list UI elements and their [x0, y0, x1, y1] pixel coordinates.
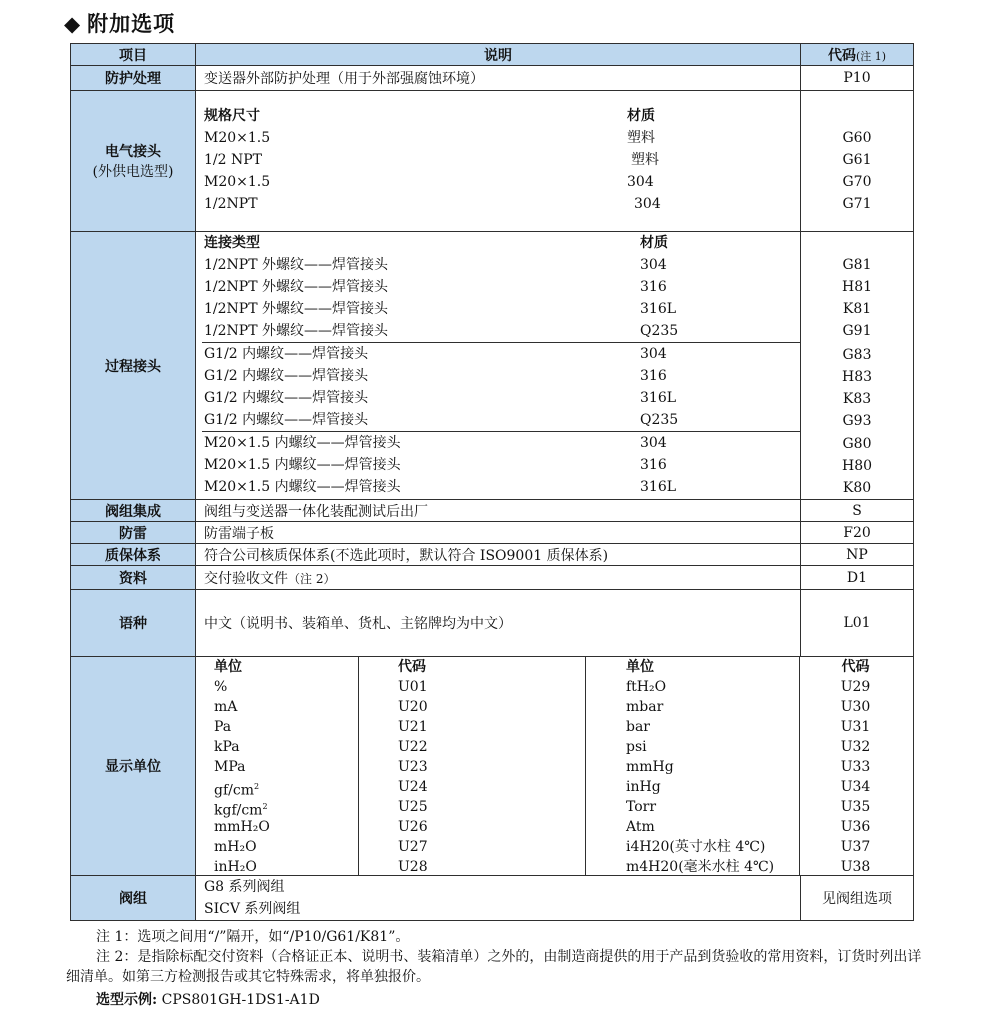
process-material: 316: [640, 279, 667, 295]
units-left-code-col: [398, 657, 428, 875]
process-row: [204, 454, 800, 476]
docs-desc-note: （注 2）: [288, 571, 336, 586]
selection-example: [96, 989, 320, 1009]
process-type: M20×1.5 内螺纹——焊管接头: [204, 435, 401, 451]
unit-value: mA: [214, 699, 238, 715]
protection-desc: 变送器外部防护处理（用于外部强腐蚀环境）: [204, 71, 484, 87]
header-code-note: (注 1): [855, 49, 887, 63]
unit-code: U38: [840, 859, 871, 875]
process-type: 1/2NPT 外螺纹——焊管接头: [204, 301, 388, 317]
example-label: 选型示例:: [96, 992, 158, 1008]
unit-code: U27: [398, 839, 428, 855]
process-code: G80: [842, 436, 872, 452]
lightning-desc: 防雷端子板: [204, 525, 274, 542]
process-type: 1/2NPT 外螺纹——焊管接头: [204, 323, 388, 339]
valve-line: G8 系列阀组: [204, 879, 285, 895]
row-lightning: [71, 522, 914, 544]
electrical-row: [204, 127, 800, 149]
code-header: 代码: [398, 659, 426, 675]
process-code: H81: [841, 279, 873, 295]
process-code: K83: [842, 390, 872, 407]
process-code: K80: [842, 480, 872, 496]
unit-divider: [358, 656, 359, 876]
unit-value: inH₂O: [214, 859, 257, 875]
process-material: 304: [640, 435, 667, 451]
process-code: H80: [841, 458, 873, 474]
quality-code: NP: [846, 546, 868, 563]
process-type: 1/2NPT 外螺纹——焊管接头: [204, 279, 388, 295]
unit-code: U25: [398, 799, 428, 815]
electrical-material: 304: [627, 174, 654, 190]
note-1: 注 1：选项之间用“/”隔开，如“/P10/G61/K81”。: [96, 929, 410, 945]
unit-value: %: [214, 679, 228, 695]
code-header: 代码: [841, 659, 870, 675]
units-label: 显示单位: [105, 759, 161, 775]
units-right-col: [626, 657, 774, 875]
note-2: 注 2：是指除标配交付资料（合格证正本、说明书、装箱清单）之外的，由制造商提供的用于产品到货验收的常用资料，订货时列出详细清单。如第三方检测报告或其它特殊需求，将单独报价。: [66, 949, 922, 985]
process-code: G91: [842, 323, 872, 339]
electrical-code: G61: [842, 152, 872, 168]
process-col2-header: 材质: [640, 235, 668, 251]
process-material: 304: [640, 257, 667, 273]
electrical-code: G71: [842, 196, 872, 212]
process-material: 316: [640, 368, 667, 384]
title-text: 附加选项: [87, 12, 176, 36]
process-code: G81: [842, 257, 872, 273]
row-units: [71, 657, 914, 876]
process-material: 316L: [640, 301, 677, 317]
docs-code: D1: [846, 569, 868, 586]
process-code: K81: [842, 301, 872, 317]
electrical-row: [204, 193, 800, 215]
units-right-code-col: [799, 657, 912, 875]
process-material: 304: [640, 346, 667, 362]
row-process: [71, 232, 914, 500]
quality-label: 质保体系: [105, 547, 161, 564]
unit-code: U37: [840, 839, 871, 855]
valve-integration-label: 阀组集成: [105, 503, 161, 520]
unit-code: U26: [398, 819, 428, 835]
unit-value: inHg: [626, 779, 661, 795]
unit-value: m4H20(毫米水柱 4℃): [626, 859, 775, 875]
row-language: [71, 590, 914, 657]
quality-desc: 符合公司核质保体系(不选此项时，默认符合 ISO9001 质保体系): [204, 547, 609, 564]
unit-header: 单位: [214, 659, 242, 675]
units-left-col: [214, 657, 270, 875]
row-electrical: [71, 91, 914, 232]
language-desc: 中文（说明书、装箱单、货札、主铭牌均为中文）: [204, 616, 512, 632]
process-material: Q235: [640, 323, 679, 339]
process-row: [204, 320, 800, 342]
row-quality: [71, 544, 914, 566]
row-protection: [71, 66, 914, 91]
unit-code: U29: [840, 679, 871, 695]
process-type: G1/2 内螺纹——焊管接头: [204, 346, 369, 362]
process-row: [204, 387, 800, 409]
process-row: [204, 476, 800, 498]
valve-code: 见阀组选项: [822, 891, 892, 907]
unit-code: U31: [840, 719, 871, 735]
header-row: [71, 44, 914, 66]
electrical-sublabel: (外供电选型): [92, 164, 174, 180]
unit-code: U34: [840, 779, 871, 795]
unit-code: U32: [840, 739, 871, 755]
row-docs: [71, 566, 914, 590]
process-type: G1/2 内螺纹——焊管接头: [204, 390, 369, 406]
example-value: CPS801GH-1DS1-A1D: [161, 992, 320, 1008]
header-item: 项目: [119, 47, 147, 64]
process-code: G93: [842, 412, 872, 429]
process-type: M20×1.5 内螺纹——焊管接头: [204, 457, 401, 473]
unit-value: i4H20(英寸水柱 4℃): [626, 839, 766, 855]
unit-value: psi: [626, 739, 647, 755]
row-valve: [71, 876, 914, 921]
valve-label: 阀组: [119, 891, 147, 907]
header-desc: 说明: [484, 47, 512, 64]
electrical-label: 电气接头: [105, 144, 161, 160]
unit-code: U35: [840, 799, 871, 815]
electrical-row: [204, 149, 800, 171]
unit-code: U22: [398, 739, 428, 755]
unit-value: mbar: [626, 699, 664, 715]
electrical-size: M20×1.5: [204, 174, 271, 190]
process-row: [204, 365, 800, 387]
page-title: [64, 8, 175, 38]
unit-value: $gf/cm^2$: [214, 782, 260, 799]
protection-code: P10: [843, 70, 871, 86]
unit-code: U24: [398, 779, 428, 795]
electrical-size: 1/2NPT: [204, 196, 258, 212]
options-table: [70, 43, 914, 921]
unit-value: mH₂O: [214, 839, 257, 855]
unit-code: U01: [398, 679, 428, 695]
process-material: 316L: [640, 390, 677, 406]
process-row: [204, 298, 800, 320]
electrical-material: 304: [634, 196, 661, 212]
electrical-code: G70: [842, 174, 872, 190]
electrical-size: M20×1.5: [204, 130, 271, 146]
unit-value: ftH₂O: [626, 679, 667, 695]
electrical-col2-header: 材质: [627, 108, 655, 124]
process-material: Q235: [640, 412, 679, 428]
process-row: [204, 276, 800, 298]
unit-code: U36: [840, 819, 871, 835]
unit-code: U33: [840, 759, 871, 775]
unit-value: kPa: [214, 739, 240, 755]
unit-header: 单位: [626, 659, 654, 675]
language-code: L01: [843, 615, 871, 631]
unit-value: Torr: [626, 799, 657, 815]
process-type: G1/2 内螺纹——焊管接头: [204, 368, 369, 384]
unit-value: mmH₂O: [214, 819, 270, 835]
unit-value: mmHg: [626, 759, 674, 775]
docs-desc: 交付验收文件: [204, 570, 288, 587]
diamond-icon: ◆: [64, 12, 82, 36]
unit-value: Atm: [626, 819, 655, 835]
unit-code: U21: [398, 719, 428, 735]
process-code: G83: [842, 346, 872, 363]
process-col1-header: 连接类型: [204, 235, 260, 251]
docs-label: 资料: [119, 570, 147, 587]
electrical-material: 塑料: [627, 130, 655, 146]
unit-code: U28: [398, 859, 428, 875]
unit-value: bar: [626, 719, 651, 735]
valve-line: SICV 系列阀组: [204, 901, 301, 917]
process-type: M20×1.5 内螺纹——焊管接头: [204, 479, 401, 495]
process-material: 316: [640, 457, 667, 473]
electrical-code: G60: [842, 130, 872, 146]
process-type: G1/2 内螺纹——焊管接头: [204, 412, 369, 428]
unit-value: Pa: [214, 719, 232, 735]
electrical-col1-header: 规格尺寸: [204, 108, 260, 124]
valve-integration-code: S: [852, 502, 862, 519]
lightning-label: 防雷: [119, 525, 147, 542]
header-code: 代码: [827, 47, 856, 64]
lightning-code: F20: [843, 524, 871, 541]
process-row: [204, 409, 800, 431]
unit-code: U30: [840, 699, 871, 715]
process-row: [204, 343, 800, 365]
process-code: H83: [841, 368, 873, 385]
protection-label: 防护处理: [105, 71, 161, 87]
row-valve-integration: [71, 500, 914, 522]
electrical-material: 塑料: [631, 152, 659, 168]
process-type: 1/2NPT 外螺纹——焊管接头: [204, 257, 388, 273]
electrical-row: [204, 171, 800, 193]
process-row: [204, 432, 800, 454]
unit-value: MPa: [214, 759, 246, 775]
process-label: 过程接头: [105, 358, 161, 375]
process-material: 316L: [640, 479, 677, 495]
unit-code: U20: [398, 699, 428, 715]
unit-code: U23: [398, 759, 428, 775]
process-row: [204, 254, 800, 276]
notes: [66, 927, 926, 987]
language-label: 语种: [119, 616, 147, 632]
unit-value: kgf/$cm^2$: [214, 802, 268, 819]
electrical-size: 1/2 NPT: [204, 152, 262, 168]
unit-divider: [585, 656, 586, 876]
valve-integration-desc: 阀组与变送器一体化装配测试后出厂: [204, 503, 428, 520]
